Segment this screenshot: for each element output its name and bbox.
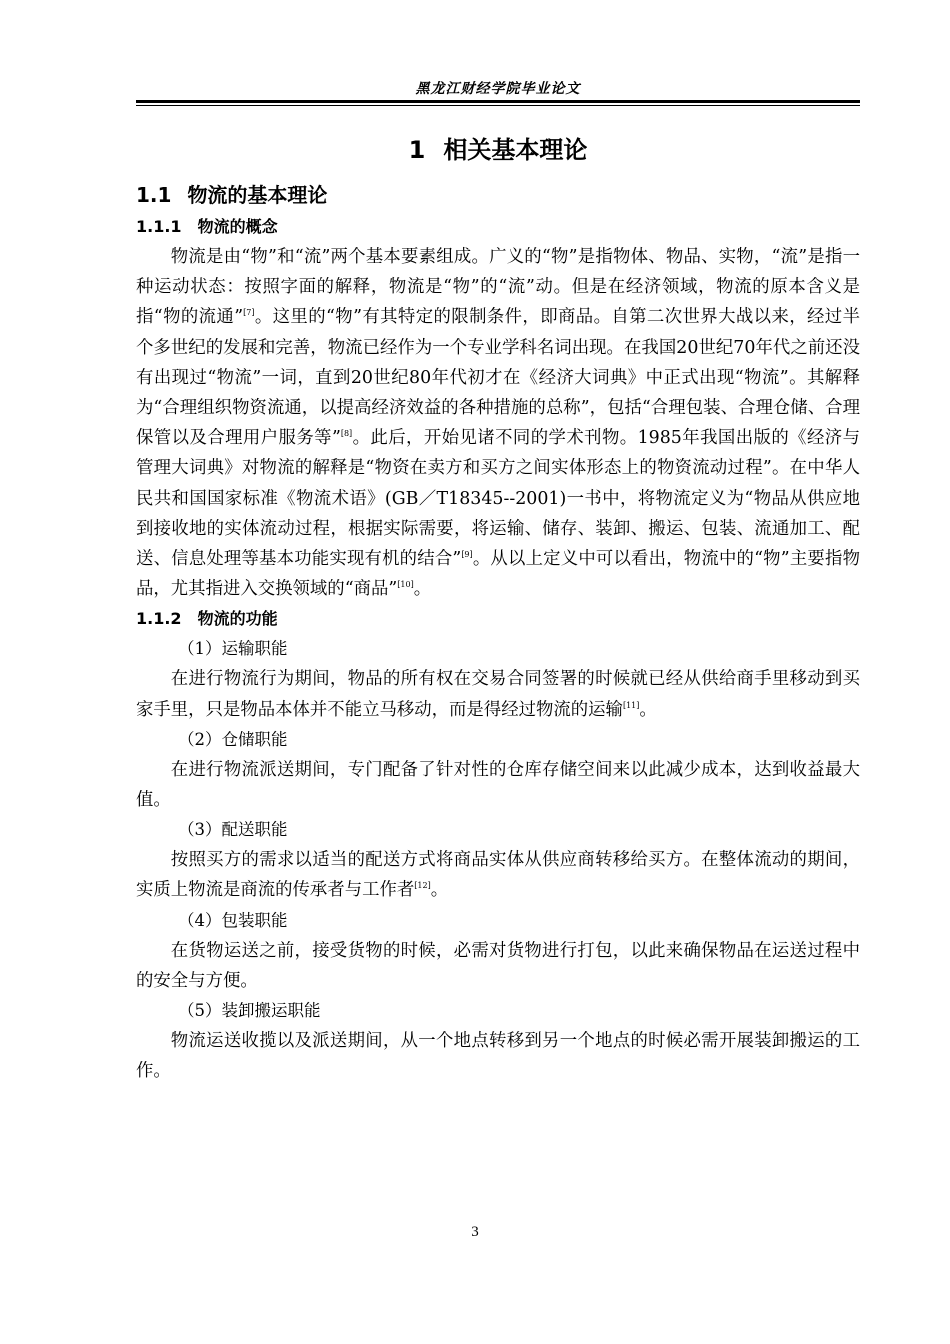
function-label: （5）装卸搬运职能 [178,1001,321,1021]
function-paragraph [136,936,860,996]
header-rule-thick [136,100,860,103]
subsection-title-text: 物流的概念 [197,217,278,236]
header-rule-thin [136,105,860,106]
paragraph-text: 。此后，开始见诸不同的学术刊物。1985年我国出版的《经济与管理大词典》对物流的解释是“物资在卖方和买方之间实体形态上的物资流动过程”。在中华人民共和国国家标准《物流术语》(GB／T18345--2001)一书中，将物流定义为“物品从供应地到接收地的实体流动过程，根据实际需要，将运输、储存、装卸、搬运、包装、流通加工、配送、信息处理等基本功能实现有机的结合” [136,428,860,570]
section-title-text: 物流的基本理论 [187,183,328,207]
subsection-title-concept [136,212,860,242]
function-label: （3）配送职能 [178,820,288,840]
citation: [7] [243,308,255,318]
paragraph-text: 。从以上定义中可以看出，物流中的“物”主要指物品，尤其指进入交换领域的“商品” [136,549,860,600]
paragraph-text: 在货物运送之前，接受货物的时候，必需对货物进行打包，以此来确保物品在运送过程中的安全与方便。 [136,940,860,991]
paragraph-text: 。 [430,880,449,901]
concept-paragraph [136,242,860,604]
page-number: 3 [471,1224,479,1240]
citation: [11] [622,700,640,710]
citation: [8] [340,429,353,439]
running-header: 黑龙江财经学院毕业论文 [415,81,581,97]
paragraph-text: 物流是由“物”和“流”两个基本要素组成。广义的“物”是指物体、物品、实物，“流”是指一种运动状态：按照字面的解释，物流是“物”的“流”动。但是在经济领域，物流的原本含义是指“物的流通” [136,247,860,328]
chapter-title [136,128,860,172]
function-label: （1）运输职能 [178,639,288,659]
subsection-title-text: 物流的功能 [197,609,278,629]
paragraph-text: 。这里的“物”有其特定的限制条件，即商品。自第二次世界大战以来，经过半个多世纪的发展和完善，物流已经作为一个专业学科名词出现。在我国20世纪70年代之前还没有出现过“物流”一词，直到20世纪80年代初才在《经济大词典》中正式出现“物流”。其解释为“合理组织物资流通，以提高经济效益的各种措施的总称”，包括“合理包装、合理仓储、合理保管以及合理用户服务等” [136,307,860,449]
function-paragraph [136,845,860,905]
function-label: （4）包装职能 [178,910,288,930]
citation: [9] [461,550,473,560]
paragraph-text: 在进行物流行为期间，物品的所有权在交易合同签署的时候就已经从供给商手里移动到买家手里，只是物品本体并不能立马移动，而是得经过物流的运输 [136,669,860,720]
paragraph-text: 。 [639,699,657,720]
function-paragraph [136,1026,860,1086]
chapter-number: 1 [408,136,426,164]
subsection-number: 1.1.1 [136,217,182,236]
paragraph-text: 。 [413,579,432,600]
subsection-title-functions [136,604,860,634]
paragraph-text: 物流运送收揽以及派送期间，从一个地点转移到另一个地点的时候必需开展装卸搬运的工作。 [136,1031,860,1082]
function-paragraph [136,755,860,815]
function-label: （2）仓储职能 [178,729,288,749]
citation: [10] [397,580,414,590]
function-paragraph [136,664,860,724]
section-number: 1.1 [136,183,172,207]
section-title [136,178,860,212]
paragraph-text: 按照买方的需求以适当的配送方式将商品实体从供应商转移给买方。在整体流动的期间，实质上物流是商流的传承者与工作者 [136,850,860,901]
page-content [136,128,860,1086]
subsection-number: 1.1.2 [136,609,182,629]
chapter-title-text: 相关基本理论 [443,136,588,164]
citation: [12] [414,881,431,891]
paragraph-text: 在进行物流派送期间，专门配备了针对性的仓库存储空间来以此减少成本，达到收益最大值。 [136,759,860,811]
